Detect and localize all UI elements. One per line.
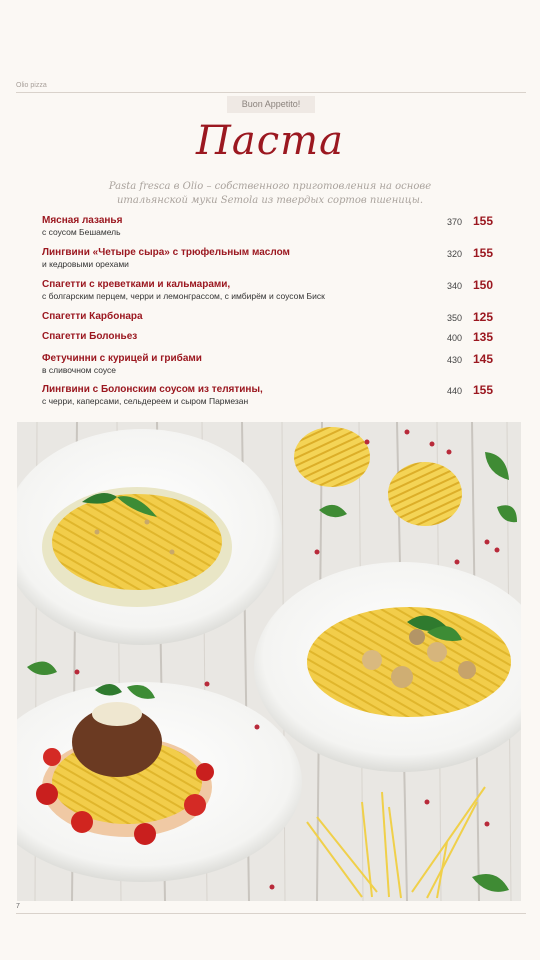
page-number: 7 — [16, 903, 20, 910]
item-name: Спагетти Болоньез — [42, 331, 138, 342]
item-price: 155 — [472, 383, 493, 397]
item-description: и кедровыми орехами — [42, 259, 129, 269]
item-weight: 350 — [446, 313, 462, 323]
item-weight: 320 — [446, 249, 462, 259]
menu-item — [42, 310, 502, 330]
item-description: с черри, каперсами, сельдереем и сыром Пармезан — [42, 396, 249, 406]
item-name: Мясная лазанья — [42, 215, 123, 226]
item-description: в сливочном соусе — [42, 365, 116, 375]
item-price: 155 — [472, 214, 493, 228]
item-name: Лингвини с Болонским соусом из телятины, — [42, 384, 263, 395]
bottom-divider — [16, 913, 526, 914]
item-weight: 440 — [446, 386, 462, 396]
item-name: Спагетти Карбонара — [42, 311, 143, 322]
item-price: 125 — [472, 310, 493, 324]
menu-item — [42, 278, 502, 310]
item-weight: 340 — [446, 281, 462, 291]
section-title: Паста — [196, 118, 344, 164]
item-price: 135 — [472, 330, 493, 344]
brand-label: Olio pizza — [16, 82, 47, 89]
top-divider — [16, 92, 526, 93]
item-price: 155 — [472, 246, 493, 260]
item-price: 145 — [472, 352, 493, 366]
menu-item — [42, 352, 502, 383]
item-weight: 370 — [446, 217, 462, 227]
item-weight: 430 — [446, 355, 462, 365]
banner: Buon Appetito! — [227, 96, 315, 113]
section-subtitle: Pasta fresca в Olio – собственного приготовления на основе итальянской муки Semola из твердых сортов пшеницы. — [108, 181, 432, 206]
item-name: Спагетти с креветками и кальмарами, — [42, 279, 231, 290]
item-weight: 400 — [446, 333, 462, 343]
menu-item — [42, 214, 502, 246]
item-price: 150 — [472, 278, 493, 292]
item-name: Фетучинни с курицей и грибами — [42, 353, 202, 364]
menu-item — [42, 246, 502, 278]
item-description: с болгарским перцем, черри и лемонграссом, с имбирём и соусом Биск — [42, 291, 325, 301]
menu-item — [42, 383, 502, 415]
menu-list — [42, 214, 502, 415]
menu-item — [42, 330, 502, 352]
pasta-dishes-photo — [17, 422, 521, 901]
item-description: с соусом Бешамель — [42, 227, 121, 237]
item-name: Лингвини «Четыре сыра» с трюфельным маслом — [42, 247, 290, 258]
